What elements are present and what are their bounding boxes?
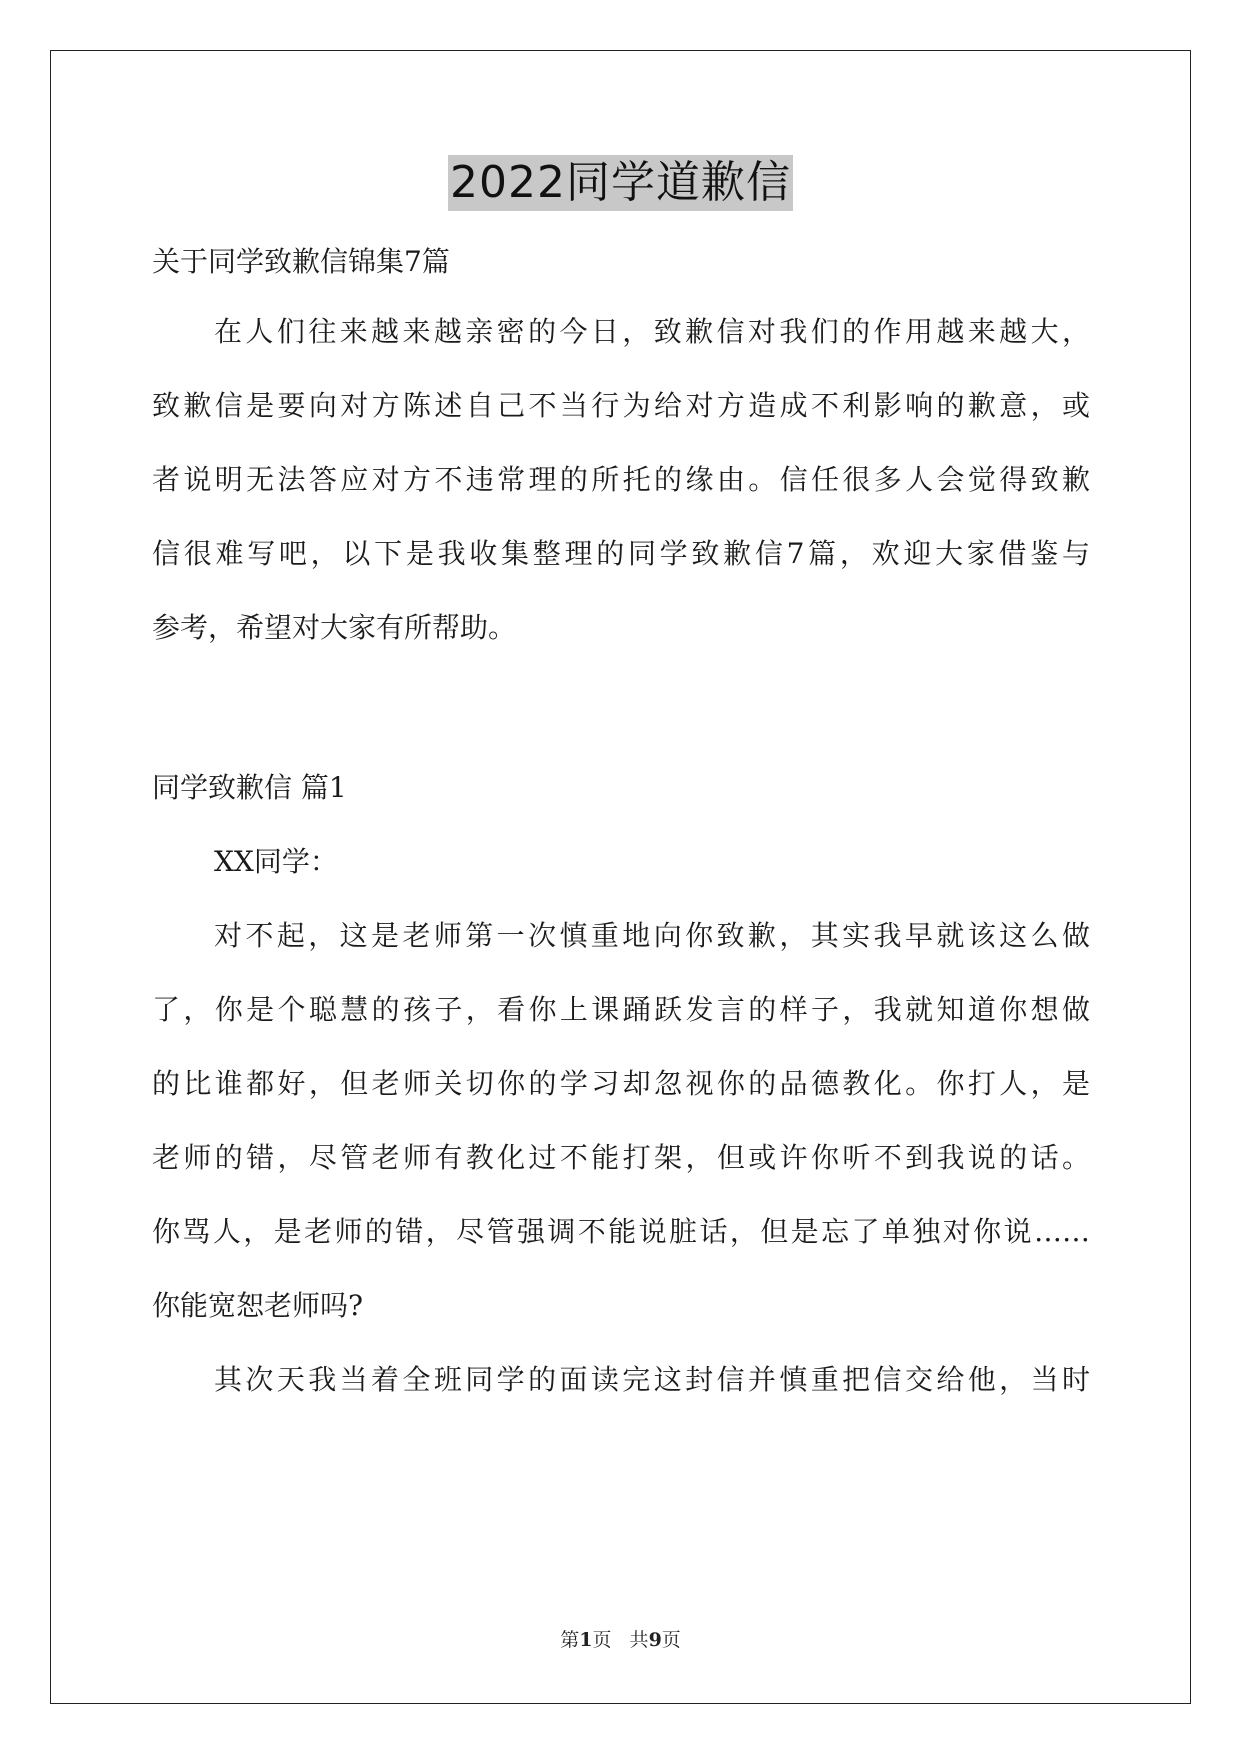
paragraph-line: 其次天我当着全班同学的面读完这封信并慎重把信交给他，当时	[214, 1363, 1090, 1396]
section-heading: 同学致歉信 篇1	[152, 771, 347, 804]
paragraph-line: 的比谁都好，但老师关切你的学习却忽视你的品德教化。你打人，是	[152, 1067, 1090, 1100]
footer-total-pages: 9	[648, 1629, 662, 1651]
paragraph-line: 对不起，这是老师第一次慎重地向你致歉，其实我早就该这么做	[214, 919, 1090, 952]
intro-line: 信很难写吧，以下是我收集整理的同学致歉信7篇，欢迎大家借鉴与	[152, 537, 1090, 570]
letter-greeting: XX同学：	[214, 845, 338, 878]
intro-line: 参考，希望对大家有所帮助。	[152, 611, 517, 644]
footer-page-number: 1	[579, 1629, 593, 1651]
paragraph-line: 了，你是个聪慧的孩子，看你上课踊跃发言的样子，我就知道你想做	[152, 993, 1090, 1026]
paragraph-line: 你骂人，是老师的错，尽管强调不能说脏话，但是忘了单独对你说……	[152, 1215, 1090, 1248]
title-container	[0, 155, 1241, 211]
document-subtitle: 关于同学致歉信锦集7篇	[152, 245, 450, 278]
footer-prefix: 第	[560, 1629, 580, 1651]
intro-line: 在人们往来越来越亲密的今日，致歉信对我们的作用越来越大，	[214, 315, 1090, 348]
page-footer	[0, 1628, 1241, 1652]
footer-middle: 页 共	[592, 1629, 649, 1651]
intro-line: 者说明无法答应对方不违常理的所托的缘由。信任很多人会觉得致歉	[152, 463, 1090, 496]
document-title: 2022同学道歉信	[448, 155, 793, 211]
intro-line: 致歉信是要向对方陈述自己不当行为给对方造成不利影响的歉意，或	[152, 389, 1090, 422]
footer-suffix: 页	[661, 1629, 681, 1651]
paragraph-line: 你能宽恕老师吗?	[152, 1289, 364, 1322]
paragraph-line: 老师的错，尽管老师有教化过不能打架，但或许你听不到我说的话。	[152, 1141, 1090, 1174]
